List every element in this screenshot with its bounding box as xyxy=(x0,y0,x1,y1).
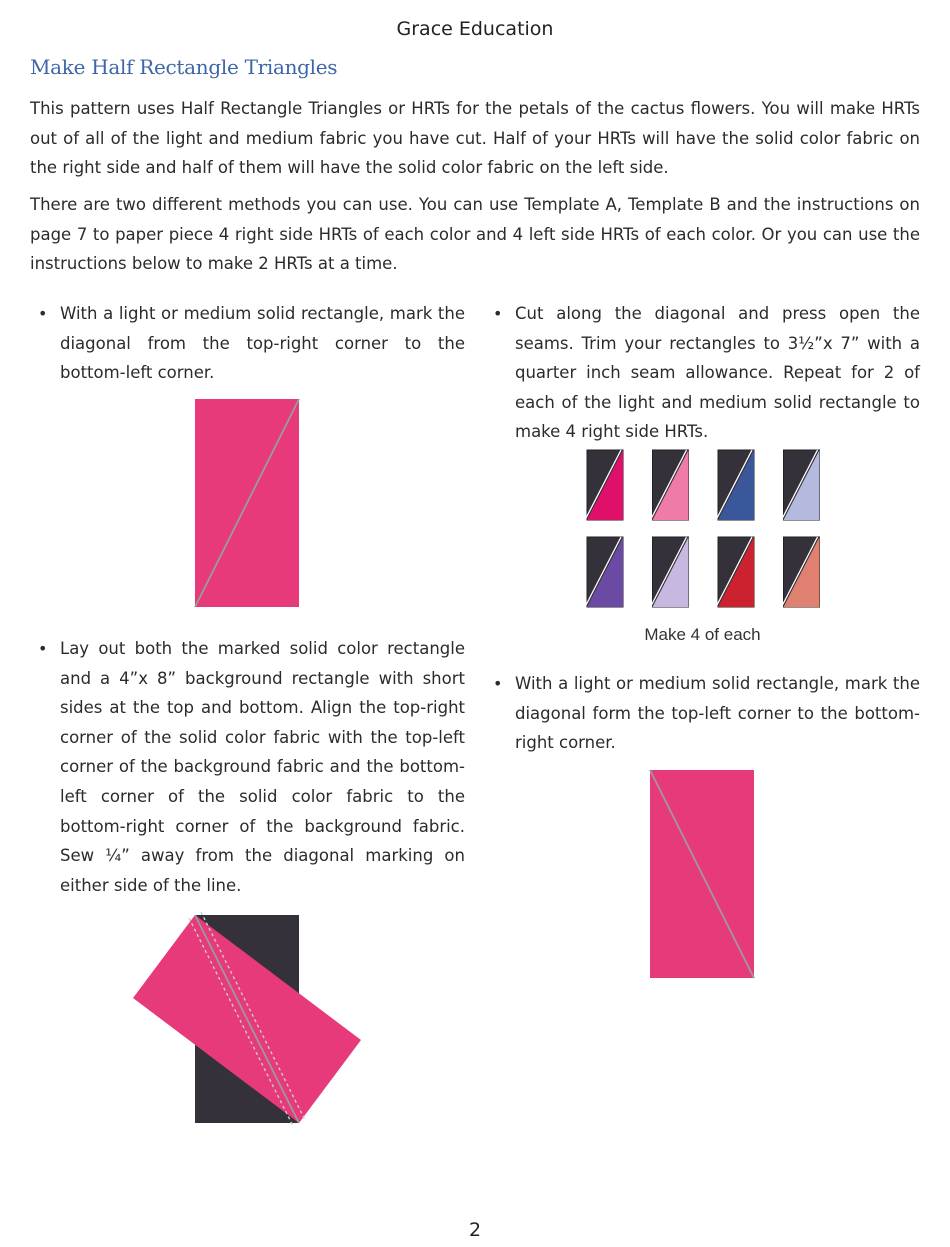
page-header: Grace Education xyxy=(396,18,554,40)
hrt-block xyxy=(651,450,689,520)
section-title: Make Half Rectangle Triangles xyxy=(30,55,338,79)
page-number: 2 xyxy=(468,1219,482,1241)
step-layout-and-sew: • Lay out both the marked solid color rectangle and a 4”x 8” background rectangle with short sides at the top and bottom. Align the top-right corner of the solid color fabric with the top-left corner of the background fabric and the bottom-left corner of the solid color fabric to the bottom-right corner of the background fabric. Sew ¼” away from the diagonal marking on either side of the line. xyxy=(60,634,465,900)
intro-paragraph: This pattern uses Half Rectangle Triangles or HRTs for the petals of the cactus flowers. You will make HRTs out of all of the light and medium fabric you have cut. Half of your HRTs will have the solid color fabric on the right side and half of them will have the solid color fabric on the left side. xyxy=(30,99,920,178)
step-mark-diagonal-right: • With a light or medium solid rectangle, mark the diagonal from the top-right corner to the bottom-left corner. xyxy=(60,299,465,388)
figure-layout-sew xyxy=(120,905,380,1135)
hrt-block xyxy=(585,537,623,607)
figure-hrt-grid xyxy=(585,448,821,608)
methods-paragraph: There are two different methods you can use. You can use Template A, Template B and the instructions on page 7 to paper piece 4 right side HRTs of each color and 4 left side HRTs of each color. Or you can use the instructions below to make 2 HRTs at a time. xyxy=(30,195,920,274)
hrt-block xyxy=(716,537,754,607)
hrt-block xyxy=(782,537,820,607)
hrt-block xyxy=(782,450,820,520)
figure-marked-rectangle xyxy=(195,399,299,607)
figure-marked-rectangle-left xyxy=(650,770,754,978)
step-mark-diagonal-left: • With a light or medium solid rectangle, mark the diagonal form the top-left corner to the bottom-right corner. xyxy=(515,669,920,758)
hrt-block xyxy=(651,537,689,607)
hrt-caption: Make 4 of each xyxy=(644,625,761,644)
hrt-block xyxy=(585,450,623,520)
hrt-block xyxy=(716,450,754,520)
step-cut-and-trim: • Cut along the diagonal and press open the seams. Trim your rectangles to 3½”x 7” with a quarter inch seam allowance. Repeat for 2 of each of the light and medium solid rectangle to make 4 right side HRTs. xyxy=(515,299,920,447)
